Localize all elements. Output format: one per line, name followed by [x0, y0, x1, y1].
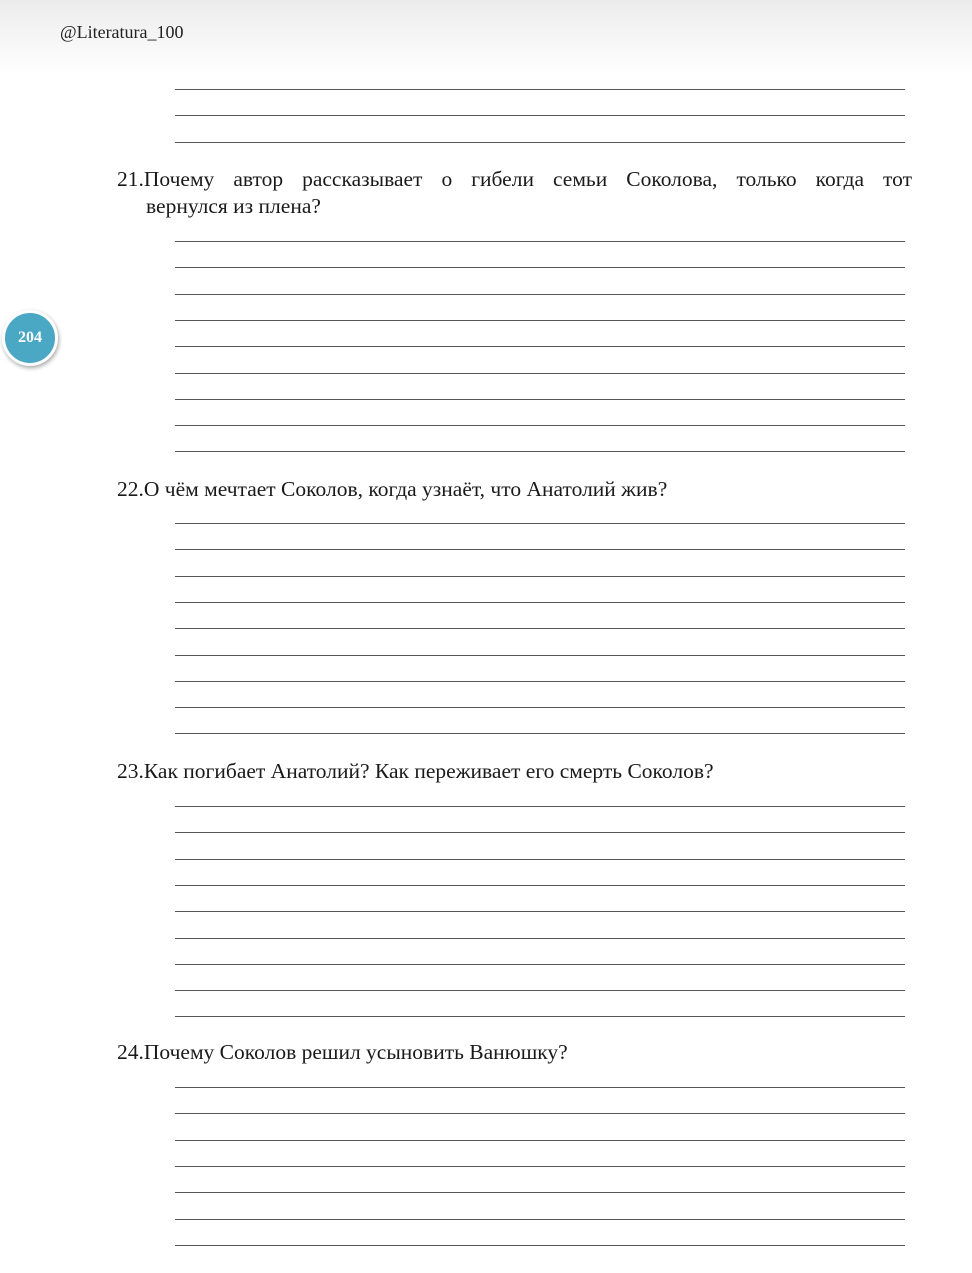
- answer-line-q21[interactable]: [175, 267, 905, 268]
- answer-line[interactable]: [175, 142, 905, 143]
- question-number: 23.: [117, 759, 144, 783]
- answer-line[interactable]: [175, 89, 905, 90]
- answer-line-q21[interactable]: [175, 294, 905, 295]
- answer-line-q22[interactable]: [175, 602, 905, 603]
- answer-line-q24[interactable]: [175, 1219, 905, 1220]
- answer-line-q21[interactable]: [175, 373, 905, 374]
- answer-line-q21[interactable]: [175, 320, 905, 321]
- question-21: [117, 166, 912, 220]
- question-23: [117, 758, 912, 785]
- answer-line-q22[interactable]: [175, 733, 905, 734]
- answer-line-q21[interactable]: [175, 346, 905, 347]
- answer-line-q21[interactable]: [175, 451, 905, 452]
- question-text: Почему Соколов решил усыновить Ванюшку?: [143, 1040, 568, 1064]
- answer-line-q21[interactable]: [175, 399, 905, 400]
- answer-line[interactable]: [175, 115, 905, 116]
- page-number: 204: [18, 329, 42, 346]
- answer-line-q24[interactable]: [175, 1140, 905, 1141]
- answer-line-q23[interactable]: [175, 938, 905, 939]
- question-text: Как погибает Анатолий? Как переживает его смерть Соколов?: [143, 759, 714, 783]
- question-22: [117, 476, 912, 503]
- answer-line-q22[interactable]: [175, 576, 905, 577]
- answer-line-q22[interactable]: [175, 707, 905, 708]
- answer-line-q23[interactable]: [175, 859, 905, 860]
- answer-line-q24[interactable]: [175, 1087, 905, 1088]
- question-number: 21.: [117, 167, 144, 191]
- answer-line-q22[interactable]: [175, 681, 905, 682]
- question-text: О чём мечтает Соколов, когда узнаёт, что Анатолий жив?: [143, 477, 668, 501]
- answer-line-q23[interactable]: [175, 1016, 905, 1017]
- answer-line-q21[interactable]: [175, 425, 905, 426]
- answer-line-q23[interactable]: [175, 911, 905, 912]
- answer-line-q24[interactable]: [175, 1245, 905, 1246]
- answer-line-q21[interactable]: [175, 241, 905, 242]
- answer-line-q22[interactable]: [175, 628, 905, 629]
- answer-line-q24[interactable]: [175, 1113, 905, 1114]
- answer-line-q22[interactable]: [175, 655, 905, 656]
- page-number-badge: [2, 310, 58, 366]
- question-number: 24.: [117, 1040, 144, 1064]
- answer-line-q23[interactable]: [175, 990, 905, 991]
- question-21-line1: [117, 166, 912, 193]
- answer-line-q22[interactable]: [175, 523, 905, 524]
- question-text: Почему автор рассказывает о гибели семьи Соколова, только когда тот: [143, 167, 912, 191]
- question-number: 22.: [117, 477, 144, 501]
- question-24: [117, 1039, 912, 1066]
- watermark: @Literatura_100: [60, 22, 184, 42]
- answer-line-q23[interactable]: [175, 806, 905, 807]
- answer-line-q23[interactable]: [175, 832, 905, 833]
- answer-line-q23[interactable]: [175, 885, 905, 886]
- answer-line-q24[interactable]: [175, 1166, 905, 1167]
- answer-line-q23[interactable]: [175, 964, 905, 965]
- answer-line-q24[interactable]: [175, 1192, 905, 1193]
- answer-line-q22[interactable]: [175, 549, 905, 550]
- question-21-line2: вернулся из плена?: [146, 194, 321, 218]
